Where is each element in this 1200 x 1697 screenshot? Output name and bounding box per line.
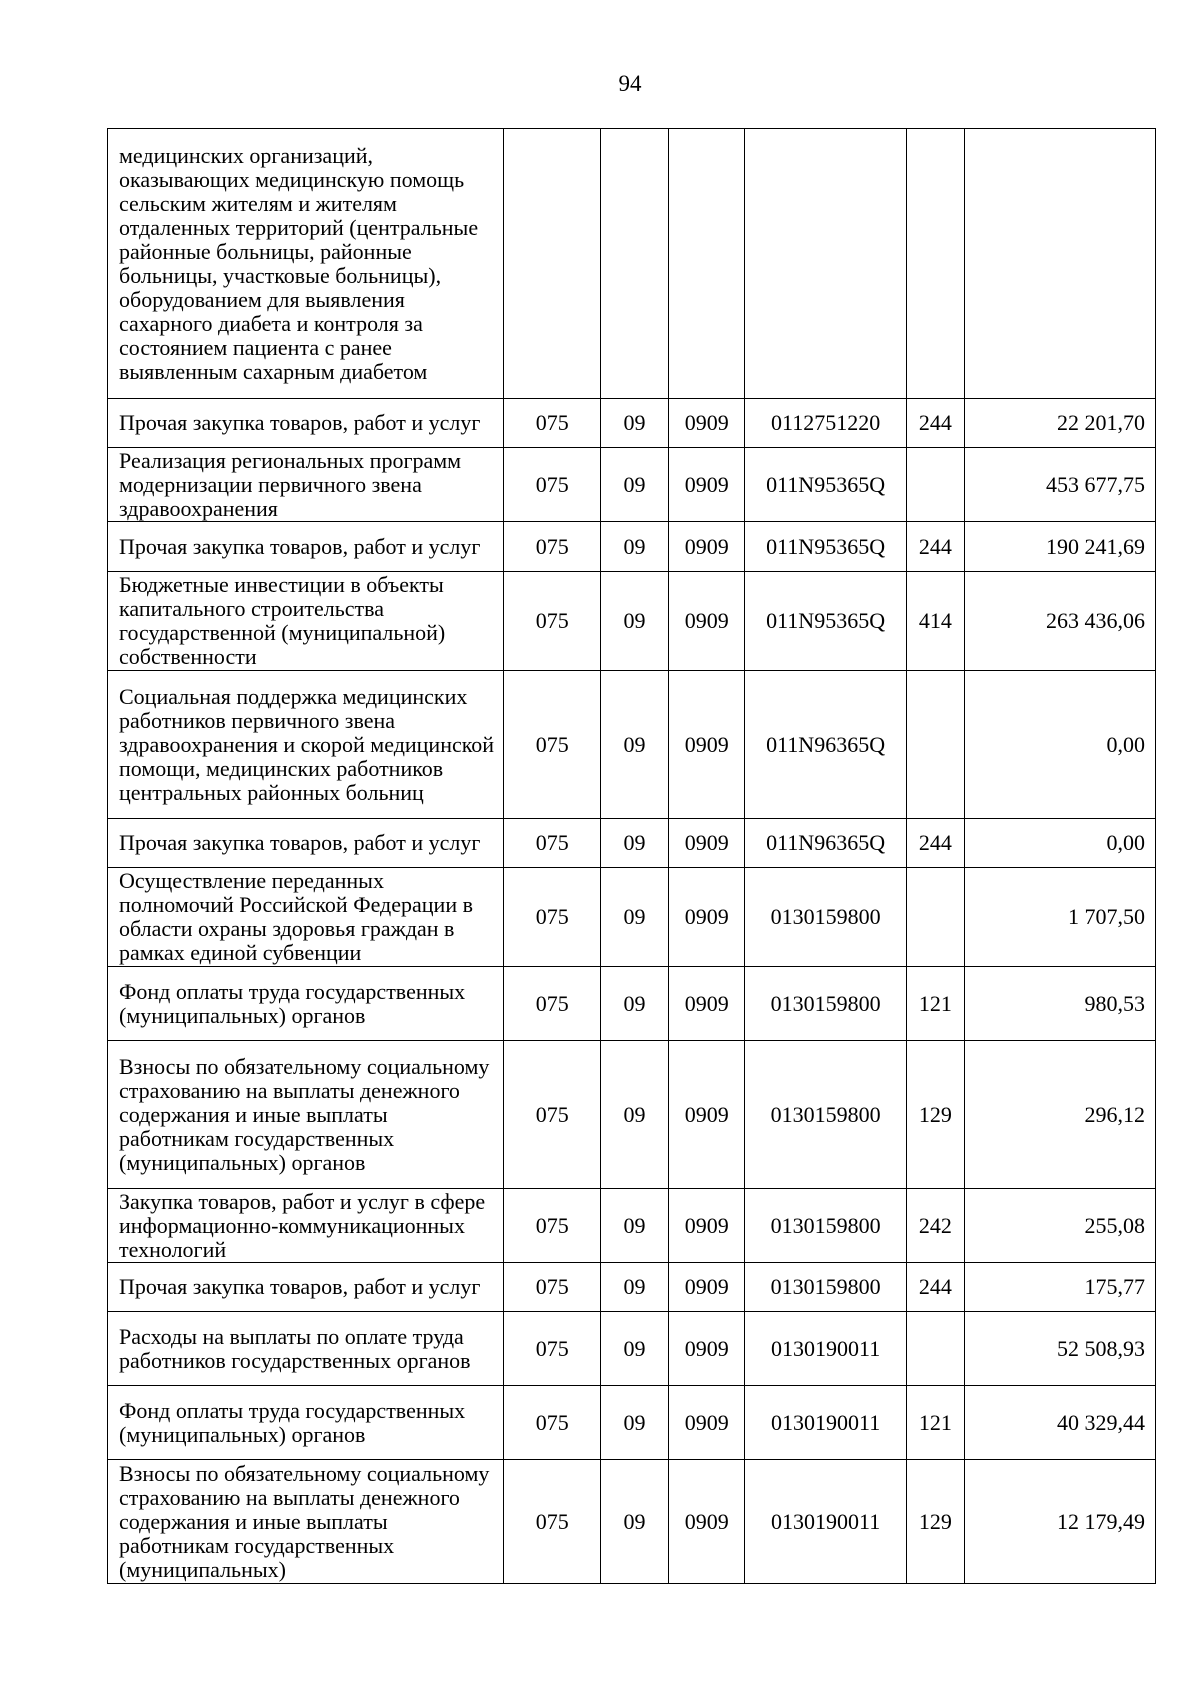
amount: 52 508,93 bbox=[964, 1312, 1155, 1386]
table-row bbox=[108, 868, 1156, 967]
expense-type: 129 bbox=[906, 1041, 964, 1189]
expense-type: 242 bbox=[906, 1189, 964, 1263]
ministry-code: 075 bbox=[504, 1041, 601, 1189]
section-code: 09 bbox=[600, 1041, 668, 1189]
budget-table bbox=[107, 128, 1156, 1584]
target-article: 011N95365Q bbox=[745, 572, 907, 671]
section-code: 09 bbox=[600, 1312, 668, 1386]
section-code: 09 bbox=[600, 1386, 668, 1460]
section-code: 09 bbox=[600, 448, 668, 522]
amount: 190 241,69 bbox=[964, 522, 1155, 572]
subsection-code bbox=[669, 129, 745, 399]
table-row bbox=[108, 1312, 1156, 1386]
section-code: 09 bbox=[600, 399, 668, 448]
target-article: 011N96365Q bbox=[745, 671, 907, 819]
amount: 175,77 bbox=[964, 1263, 1155, 1312]
ministry-code: 075 bbox=[504, 399, 601, 448]
section-code: 09 bbox=[600, 1189, 668, 1263]
amount: 0,00 bbox=[964, 671, 1155, 819]
section-code: 09 bbox=[600, 1263, 668, 1312]
ministry-code: 075 bbox=[504, 819, 601, 868]
target-article bbox=[745, 129, 907, 399]
row-name: Прочая закупка товаров, работ и услуг bbox=[108, 522, 504, 572]
ministry-code: 075 bbox=[504, 572, 601, 671]
table-row bbox=[108, 572, 1156, 671]
ministry-code: 075 bbox=[504, 967, 601, 1041]
table-row bbox=[108, 671, 1156, 819]
amount: 22 201,70 bbox=[964, 399, 1155, 448]
subsection-code: 0909 bbox=[669, 1189, 745, 1263]
section-code: 09 bbox=[600, 671, 668, 819]
subsection-code: 0909 bbox=[669, 1263, 745, 1312]
ministry-code: 075 bbox=[504, 1386, 601, 1460]
expense-type: 244 bbox=[906, 522, 964, 572]
ministry-code: 075 bbox=[504, 1263, 601, 1312]
expense-type: 414 bbox=[906, 572, 964, 671]
subsection-code: 0909 bbox=[669, 448, 745, 522]
row-name: Прочая закупка товаров, работ и услуг bbox=[108, 399, 504, 448]
subsection-code: 0909 bbox=[669, 819, 745, 868]
row-name: Взносы по обязательному социальному страхованию на выплаты денежного содержания и иные выплаты работникам государственных (муниципальных) bbox=[108, 1460, 504, 1584]
ministry-code: 075 bbox=[504, 868, 601, 967]
section-code: 09 bbox=[600, 819, 668, 868]
table-row bbox=[108, 1189, 1156, 1263]
row-name: Бюджетные инвестиции в объекты капитального строительства государственной (муниципальной) собственности bbox=[108, 572, 504, 671]
target-article: 0130159800 bbox=[745, 868, 907, 967]
section-code: 09 bbox=[600, 522, 668, 572]
row-name: Социальная поддержка медицинских работников первичного звена здравоохранения и скорой медицинской помощи, медицинских работников центральных районных больниц bbox=[108, 671, 504, 819]
section-code: 09 bbox=[600, 967, 668, 1041]
target-article: 0130190011 bbox=[745, 1312, 907, 1386]
subsection-code: 0909 bbox=[669, 1041, 745, 1189]
expense-type: 244 bbox=[906, 819, 964, 868]
table-row bbox=[108, 448, 1156, 522]
expense-type: 121 bbox=[906, 1386, 964, 1460]
expense-type: 244 bbox=[906, 1263, 964, 1312]
target-article: 0112751220 bbox=[745, 399, 907, 448]
target-article: 0130159800 bbox=[745, 967, 907, 1041]
row-name: Фонд оплаты труда государственных (муниципальных) органов bbox=[108, 967, 504, 1041]
row-name: Реализация региональных программ модернизации первичного звена здравоохранения bbox=[108, 448, 504, 522]
ministry-code: 075 bbox=[504, 522, 601, 572]
ministry-code: 075 bbox=[504, 1312, 601, 1386]
row-name: Расходы на выплаты по оплате труда работников государственных органов bbox=[108, 1312, 504, 1386]
amount: 296,12 bbox=[964, 1041, 1155, 1189]
row-name: Осуществление переданных полномочий Российской Федерации в области охраны здоровья граждан в рамках единой субвенции bbox=[108, 868, 504, 967]
amount: 263 436,06 bbox=[964, 572, 1155, 671]
table-row bbox=[108, 129, 1156, 399]
ministry-code bbox=[504, 129, 601, 399]
table-row bbox=[108, 1460, 1156, 1584]
amount: 12 179,49 bbox=[964, 1460, 1155, 1584]
target-article: 0130159800 bbox=[745, 1263, 907, 1312]
ministry-code: 075 bbox=[504, 448, 601, 522]
ministry-code: 075 bbox=[504, 1189, 601, 1263]
table-row bbox=[108, 399, 1156, 448]
row-name: Фонд оплаты труда государственных (муниципальных) органов bbox=[108, 1386, 504, 1460]
expense-type bbox=[906, 1312, 964, 1386]
target-article: 011N95365Q bbox=[745, 448, 907, 522]
expense-type bbox=[906, 868, 964, 967]
page-number: 94 bbox=[618, 71, 642, 96]
row-name: медицинских организаций, оказывающих медицинскую помощь сельским жителям и жителям отдаленных территорий (центральные районные больницы, районные больницы, участковые больницы), оборудованием для выявления сахарного диабета и контроля за состоянием пациента с ранее выявленным сахарным диабетом bbox=[108, 129, 504, 399]
table-row bbox=[108, 1263, 1156, 1312]
subsection-code: 0909 bbox=[669, 1386, 745, 1460]
target-article: 0130190011 bbox=[745, 1386, 907, 1460]
amount: 0,00 bbox=[964, 819, 1155, 868]
amount: 1 707,50 bbox=[964, 868, 1155, 967]
target-article: 011N95365Q bbox=[745, 522, 907, 572]
subsection-code: 0909 bbox=[669, 967, 745, 1041]
section-code: 09 bbox=[600, 868, 668, 967]
target-article: 011N96365Q bbox=[745, 819, 907, 868]
section-code: 09 bbox=[600, 572, 668, 671]
expense-type bbox=[906, 129, 964, 399]
subsection-code: 0909 bbox=[669, 522, 745, 572]
ministry-code: 075 bbox=[504, 1460, 601, 1584]
amount: 980,53 bbox=[964, 967, 1155, 1041]
subsection-code: 0909 bbox=[669, 671, 745, 819]
expense-type: 244 bbox=[906, 399, 964, 448]
subsection-code: 0909 bbox=[669, 868, 745, 967]
subsection-code: 0909 bbox=[669, 1312, 745, 1386]
row-name: Закупка товаров, работ и услуг в сфере информационно-коммуникационных технологий bbox=[108, 1189, 504, 1263]
row-name: Прочая закупка товаров, работ и услуг bbox=[108, 1263, 504, 1312]
subsection-code: 0909 bbox=[669, 1460, 745, 1584]
expense-type: 121 bbox=[906, 967, 964, 1041]
amount: 255,08 bbox=[964, 1189, 1155, 1263]
section-code: 09 bbox=[600, 1460, 668, 1584]
table-row bbox=[108, 819, 1156, 868]
amount: 453 677,75 bbox=[964, 448, 1155, 522]
table-row bbox=[108, 1386, 1156, 1460]
target-article: 0130159800 bbox=[745, 1041, 907, 1189]
table-row bbox=[108, 1041, 1156, 1189]
table-row bbox=[108, 967, 1156, 1041]
amount bbox=[964, 129, 1155, 399]
amount: 40 329,44 bbox=[964, 1386, 1155, 1460]
subsection-code: 0909 bbox=[669, 399, 745, 448]
ministry-code: 075 bbox=[504, 671, 601, 819]
table-row bbox=[108, 522, 1156, 572]
expense-type bbox=[906, 671, 964, 819]
row-name: Взносы по обязательному социальному страхованию на выплаты денежного содержания и иные выплаты работникам государственных (муниципальных) органов bbox=[108, 1041, 504, 1189]
expense-type: 129 bbox=[906, 1460, 964, 1584]
subsection-code: 0909 bbox=[669, 572, 745, 671]
target-article: 0130159800 bbox=[745, 1189, 907, 1263]
row-name: Прочая закупка товаров, работ и услуг bbox=[108, 819, 504, 868]
section-code bbox=[600, 129, 668, 399]
target-article: 0130190011 bbox=[745, 1460, 907, 1584]
expense-type bbox=[906, 448, 964, 522]
